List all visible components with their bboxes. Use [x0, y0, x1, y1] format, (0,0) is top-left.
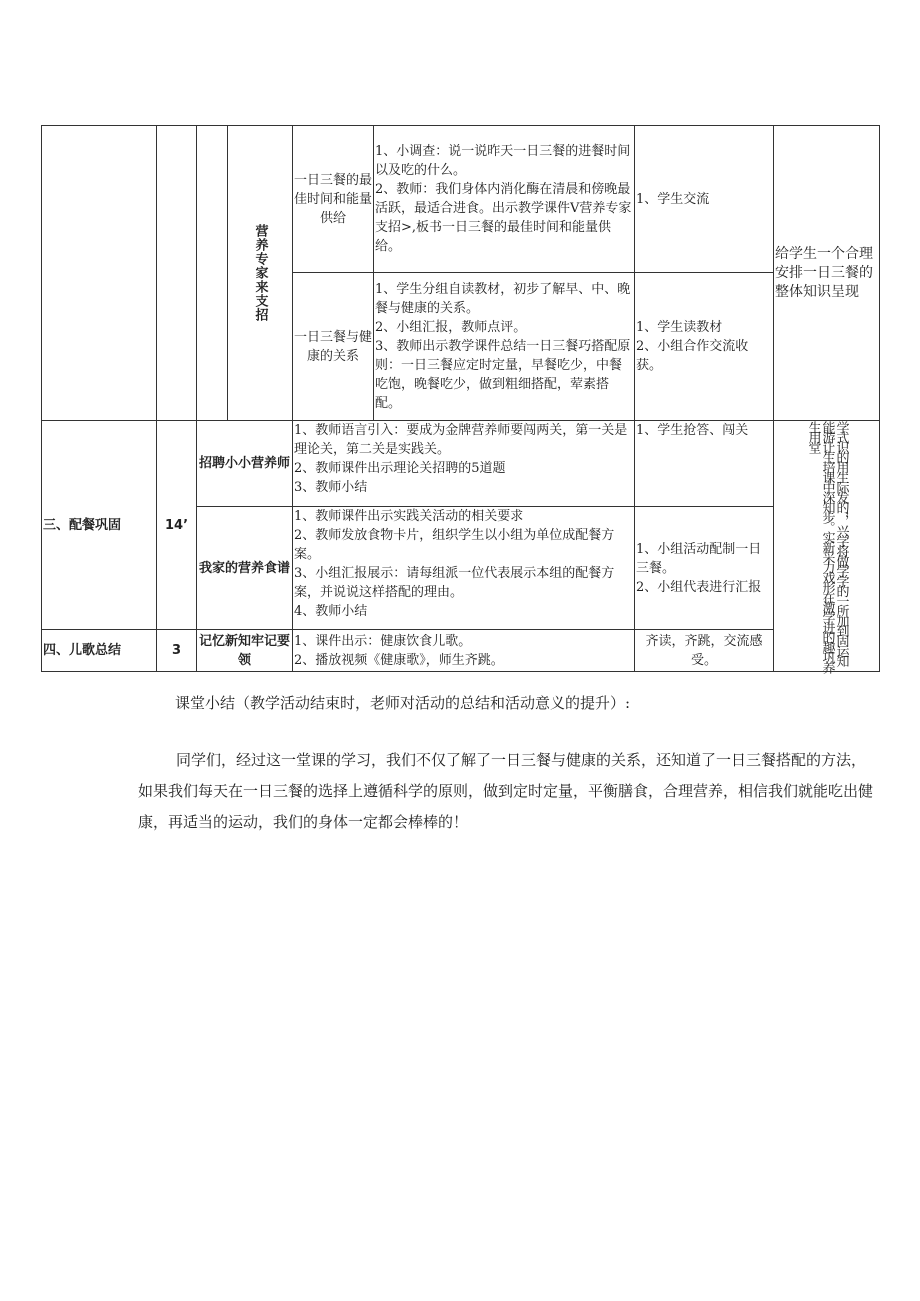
goal1-cell	[774, 126, 880, 421]
teacher-step: 3、小组汇报展示：请每组派一位代表展示本组的配餐方案，并说说这样搭配的理由。	[294, 566, 615, 600]
teacher-step: 1、小调查：说一说昨天一日三餐的进餐时间以及吃的什么。	[375, 144, 631, 178]
blank-cell	[197, 126, 228, 421]
sub1-teacher	[293, 421, 635, 507]
student-step: 1、小组活动配制一日三餐。	[636, 541, 762, 576]
teacher-step: 1、学生分组自读教材，初步了解早、中、晚餐与健康的关系。	[375, 282, 631, 316]
sub4-name: 记忆新知牢记要领	[197, 630, 293, 672]
table-row	[42, 630, 880, 672]
expert-label-cell	[228, 126, 293, 421]
teacher-step: 1、教师语言引入：要成为金牌营养师要闯两关，第一关是理论关，第二关是实践关。	[294, 423, 628, 457]
stage-3: 三、配餐巩固	[42, 421, 157, 630]
row2-topic: 一日三餐与健康的关系	[293, 273, 374, 421]
teacher-step: 2、小组汇报，教师点评。	[375, 320, 527, 335]
stage-4: 四、儿歌总结	[42, 630, 157, 672]
sub4-teacher	[293, 630, 635, 672]
time-3: 14’	[157, 421, 197, 630]
teacher-step: 4、教师小结	[294, 604, 368, 619]
row2-teacher	[374, 273, 635, 421]
sub4-student: 齐读，齐跳，交流感受。	[635, 630, 774, 672]
sub2-teacher	[293, 507, 635, 630]
expert-label: 营养专家来支招	[252, 224, 268, 322]
teacher-step: 2、教师：我们身体内消化酶在清晨和傍晚最活跃，最适合进食。出示教学课件V营养专家支招>,板书一日三餐的最佳时间和能量供给。	[375, 182, 632, 254]
teacher-step: 1、教师课件出示实践关活动的相关要求	[294, 509, 524, 524]
row2-student	[635, 273, 774, 421]
row1-teacher	[374, 126, 635, 273]
teacher-step: 2、播放视频《健康歌》，师生齐跳。	[294, 652, 504, 668]
teacher-step: 2、教师发放食物卡片，组织学生以小组为单位成配餐方案。	[294, 528, 615, 562]
student-step: 1、学生交流	[636, 191, 710, 207]
sub2-name: 我家的营养食谱	[197, 507, 293, 630]
student-step: 2、小组合作交流收获。	[636, 339, 749, 373]
summary-body: 同学们，经过这一堂课的学习，我们不仅了解了一日三餐与健康的关系，还知道了一日三餐搭配的方法，如果我们每天在一日三餐的选择上遵循科学的原则，做到定时定量，平衡膳食，合理营养，相信我们就能吃出健康，再适当的运动，我们的身体一定都会棒棒的！	[138, 751, 874, 831]
row1-topic: 一日三餐的最佳时间和能量供给	[293, 126, 374, 273]
time-cell-empty	[157, 126, 197, 421]
sub1-student	[635, 421, 774, 507]
table-row	[42, 421, 880, 507]
goal1: 给学生一个合理安排一日三餐的整体知识呈现	[775, 245, 873, 300]
student-step: 2、小组代表进行汇报	[636, 579, 762, 595]
summary-title: 课堂小结（教学活动结束时，老师对活动的总结和活动意义的提升）:	[175, 694, 631, 712]
table-row	[42, 126, 880, 273]
goal2-cell	[774, 421, 880, 672]
teacher-step: 3、教师出示教学课件总结一日三餐巧搭配原则：一日三餐应定时定量，早餐吃少，中餐吃饱，晚餐吃少，做到粗细搭配，荤素搭配。	[375, 339, 631, 411]
lesson-plan-table	[41, 125, 880, 672]
goal2: 学式识的用生际发的，，兴学将做学学的一所加到固运知能游让生培课中深知步。实新采力戏形在激学进的趣巩养生用堂	[805, 421, 849, 671]
student-step: 1、学生抢答、闯关	[636, 423, 749, 438]
student-step: 1、学生读教材	[636, 320, 723, 335]
row1-student	[635, 126, 774, 273]
sub1-name: 招聘小小营养师	[197, 421, 293, 507]
stage-cell-empty	[42, 126, 157, 421]
teacher-step: 2、教师课件出示理论关招聘的5道题	[294, 461, 506, 476]
sub2-student	[635, 507, 774, 630]
teacher-step: 1、课件出示：健康饮食儿歌。	[294, 633, 472, 649]
time-4: 3	[157, 630, 197, 672]
teacher-step: 3、教师小结	[294, 480, 368, 495]
